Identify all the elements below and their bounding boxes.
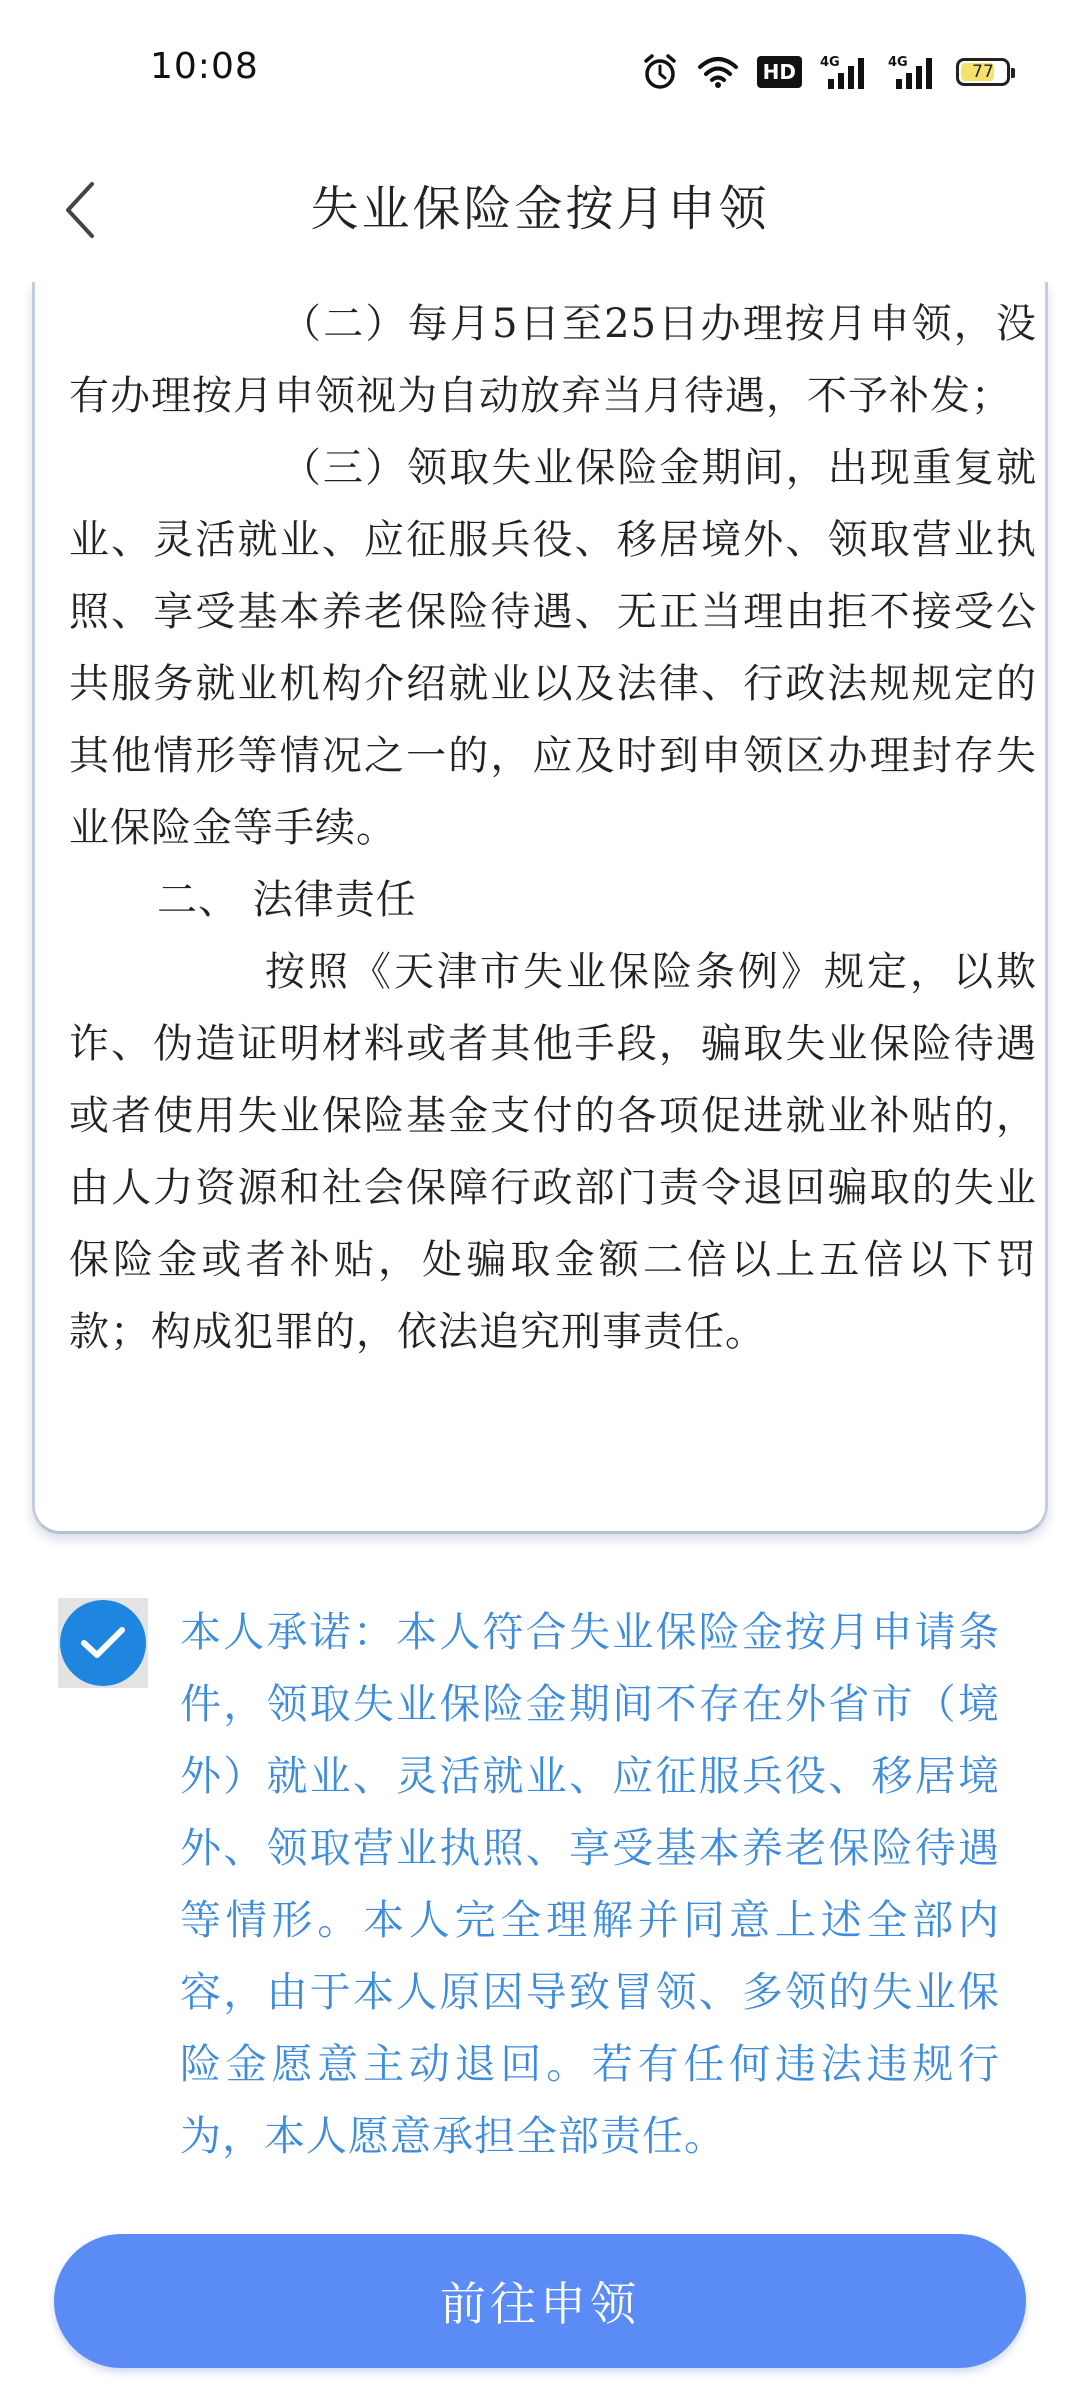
checkmark-icon [78, 1623, 128, 1663]
signal-2-label: 4G [888, 55, 908, 70]
alarm-icon [641, 53, 679, 91]
section-heading: 二、 法律责任 [157, 877, 417, 923]
promise-text: 本人承诺：本人符合失业保险金按月申请条件，领取失业保险金期间不存在外省市（境外）就业、灵活就业、应征服兵役、移居境外、领取营业执照、享受基本养老保险待遇等情形。本人完全理解并同意上述全部内容，由于本人原因导致冒领、多领的失业保险金愿意主动退回。若有任何违法违规行为，本人愿意承担全部责任。 [180, 1608, 1000, 2160]
signal-4g-icon [820, 53, 870, 91]
notice-card[interactable] [32, 282, 1048, 1534]
battery-icon [956, 58, 1010, 86]
status-bar [0, 0, 1080, 140]
notice-paragraph: （三）领取失业保险金期间，出现重复就业、灵活就业、应征服兵役、移居境外、领取营业执照、享受基本养老保险待遇、无正当理由拒不接受公共服务就业机构介绍就业以及法律、行政法规规定的其他情形等情况之一的，应及时到申领区办理封存失业保险金等手续。 [69, 445, 1037, 851]
apply-button-label: 前往申领 [440, 2277, 640, 2331]
hd-icon: HD [757, 56, 802, 88]
wifi-icon [697, 55, 739, 89]
notice-text [69, 288, 1037, 1368]
apply-button[interactable] [54, 2234, 1026, 2368]
header [0, 140, 1080, 280]
notice-paragraph: （二）每月5日至25日办理按月申领，没有办理按月申领视为自动放弃当月待遇，不予补发； [69, 301, 1037, 419]
battery-level: 77 [972, 62, 994, 82]
page-title: 失业保险金按月申领 [310, 181, 770, 237]
notice-paragraph: 按照《天津市失业保险条例》规定，以欺诈、伪造证明材料或者其他手段，骗取失业保险待遇或者使用失业保险基金支付的各项促进就业补贴的，由人力资源和社会保障行政部门责令退回骗取的失业保险金或者补贴，处骗取金额二倍以上五倍以下罚款；构成犯罪的，依法追究刑事责任。 [69, 949, 1037, 1355]
signal-4g-icon [888, 53, 938, 91]
promise-checkbox[interactable] [58, 1598, 148, 1688]
signal-1-label: 4G [820, 55, 840, 70]
status-icons [641, 48, 1010, 96]
status-time: 10:08 [150, 46, 259, 87]
promise-checked-indicator [60, 1600, 146, 1686]
